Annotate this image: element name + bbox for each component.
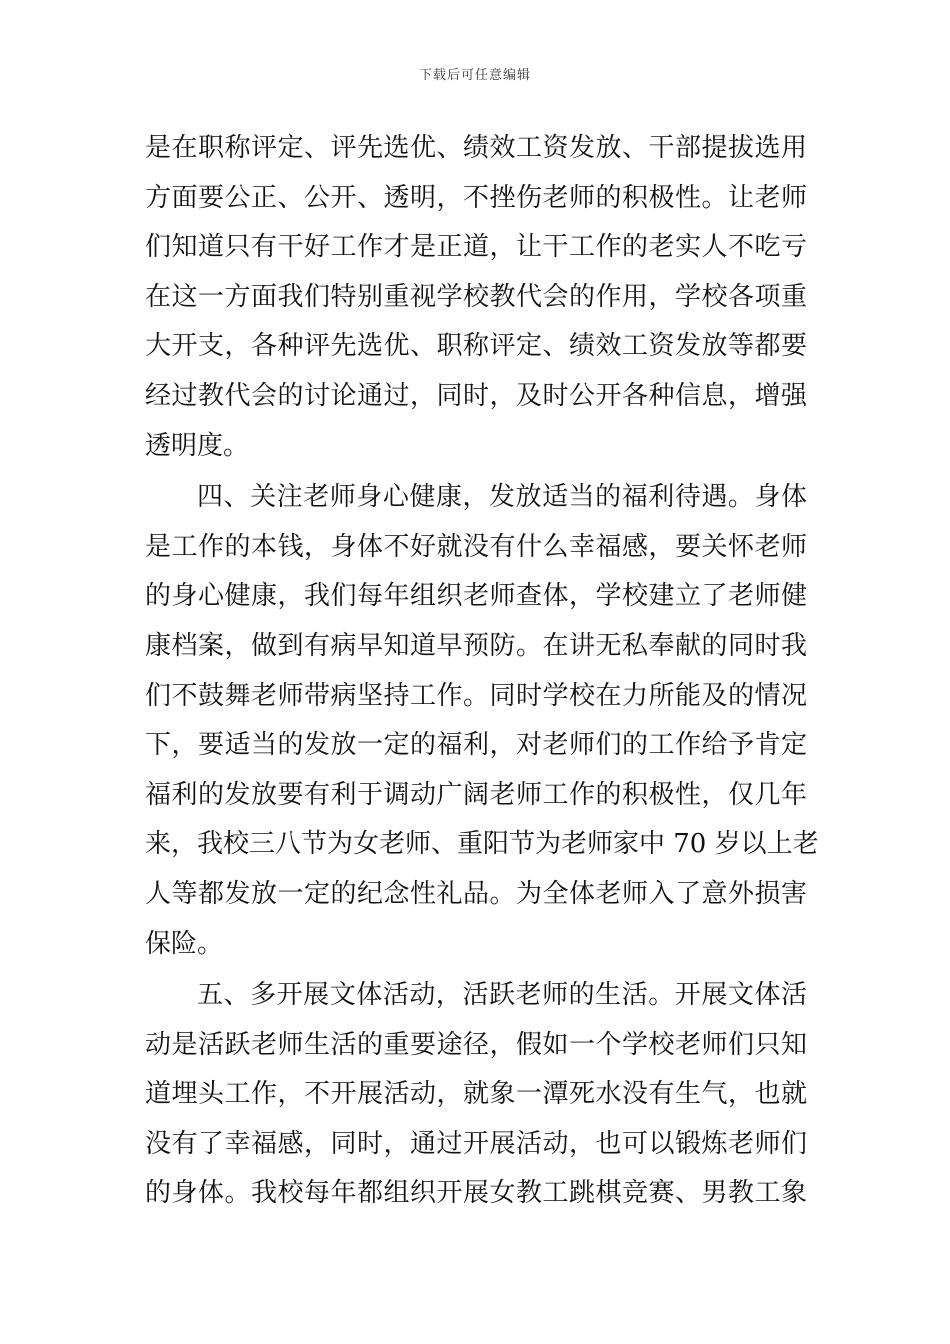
- text-line: 是工作的本钱，身体不好就没有什么幸福感，要关怀老师: [145, 531, 807, 562]
- paragraph-3: [145, 971, 807, 1219]
- text-line: 大开支，各种评先选优、职称评定、绩效工资发放等都要: [145, 331, 807, 362]
- text-line: 下，要适当的发放一定的福利，对老师们的工作给予肯定: [145, 730, 807, 761]
- text-line: 福利的发放要有利于调动广阔老师工作的积极性，仅几年: [145, 779, 807, 810]
- text-line: 五、多开展文体活动，活跃老师的生活。开展文体活: [197, 980, 807, 1011]
- text-line: 四、关注老师身心健康，发放适当的福利待遇。身体: [197, 482, 807, 513]
- text-line: 康档案，做到有病早知道早预防。在讲无私奉献的同时我: [145, 630, 807, 661]
- text-line: 动是活跃老师生活的重要途径，假如一个学校老师们只知: [145, 1029, 807, 1060]
- text-line: 的身体。我校每年都组织开展女教工跳棋竞赛、男教工象: [145, 1178, 807, 1209]
- text-line: 透明度。: [145, 430, 250, 461]
- text-line: 没有了幸福感，同时，通过开展活动，也可以锻炼老师们: [145, 1128, 807, 1159]
- text-line: 人等都发放一定的纪念性礼品。为全体老师入了意外损害: [145, 878, 807, 909]
- text-line: 的身心健康，我们每年组织老师查体，学校建立了老师健: [145, 581, 807, 612]
- text-line: 是在职称评定、评先选优、绩效工资发放、干部提拔选用: [145, 133, 807, 163]
- text-line: 方面要公正、公开、透明，不挫伤老师的积极性。让老师: [145, 182, 807, 213]
- paragraph-2: [145, 473, 819, 969]
- paragraph-1: [145, 124, 807, 471]
- text-line: 经过教代会的讨论通过，同时，及时公开各种信息，增强: [145, 380, 807, 411]
- text-line: 来，我校三八节为女老师、重阳节为老师家中 70 岁以上老: [145, 829, 819, 860]
- text-line: 保险。: [145, 928, 224, 959]
- text-line: 在这一方面我们特别重视学校教代会的作用，学校各项重: [145, 281, 807, 312]
- text-line: 道埋头工作，不开展活动，就象一潭死水没有生气，也就: [145, 1079, 807, 1110]
- text-line: 们知道只有干好工作才是正道，让干工作的老实人不吃亏: [145, 232, 807, 263]
- document-body: [145, 124, 819, 1219]
- page-header-note: 下载后可任意编辑: [418, 68, 531, 83]
- text-line: 们不鼓舞老师带病坚持工作。同时学校在力所能及的情况: [145, 680, 807, 711]
